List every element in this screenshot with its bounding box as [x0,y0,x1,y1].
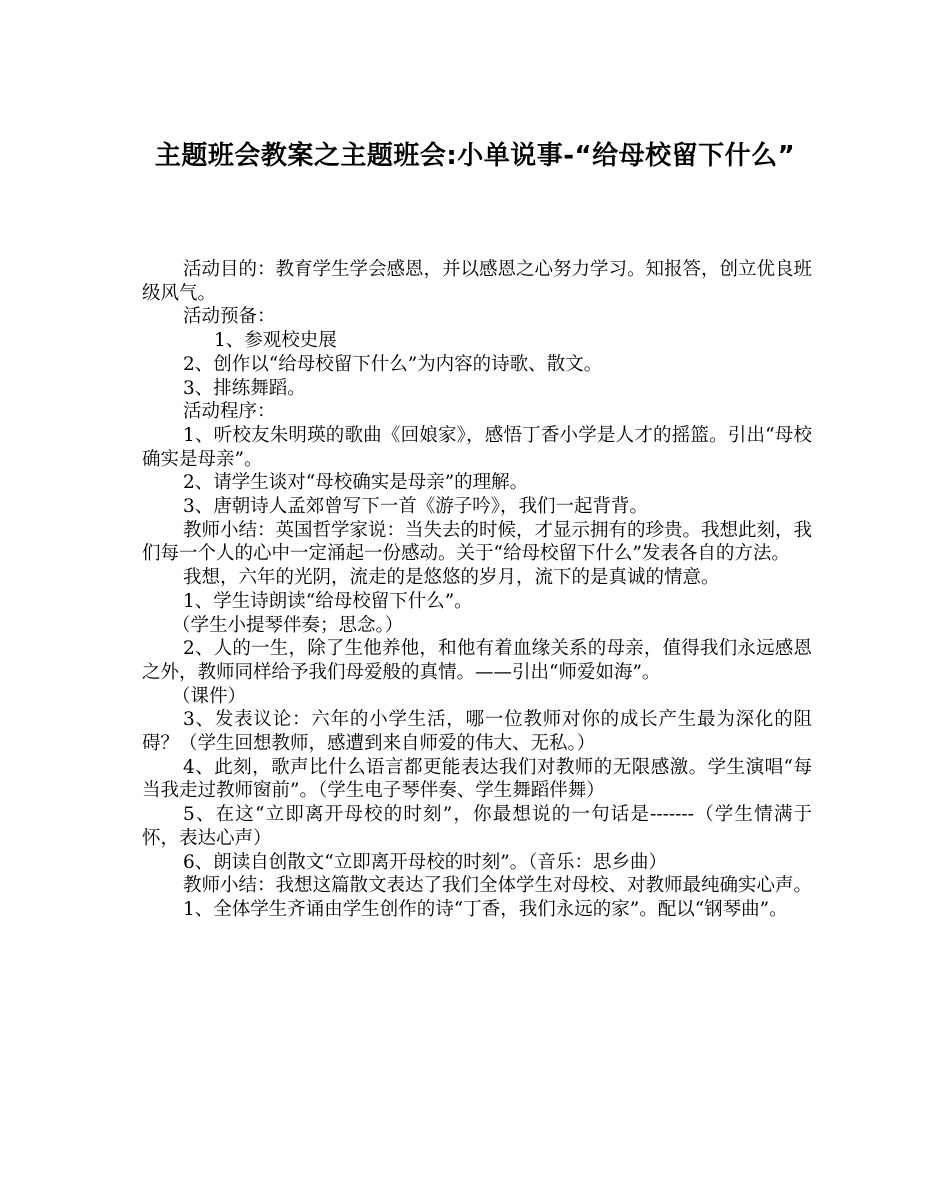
paragraph-group-recital: 1、全体学生齐诵由学生创作的诗“丁香，我们永远的家”。配以“钢琴曲”。 [183,898,788,920]
paragraph-song: 4、此刻，歌声比什么语言都更能表达我们对教师的无限感激。学生演唱“每当我走过教师窗前”。（学生电子琴伴奏、学生舞蹈伴舞） [142,756,812,802]
paragraph-preparation-1: 1、参观校史展 [214,330,337,352]
paragraph-farewell-words: 5、在这“立即离开母校的时刻”，你最想说的一句话是-------（学生情满于怀，表达心声） [142,804,812,849]
paragraph-teacher-summary-1: 教师小结：英国哲学家说：当失去的时候，才显示拥有的珍贵。我想此刻，我们每一个人的心中一定涌起一份感动。关于“给母校留下什么”发表各自的方法。 [142,519,813,565]
paragraph-courseware-note: （课件） [172,685,247,707]
paragraph-teacher-love: 2、人的一生，除了生他养他，和他有着血缘关系的母亲，值得我们永远感恩之外，教师同样给予我们母爱般的真情。——引出“师爱如海”。 [142,638,812,683]
paragraph-prose-reading: 6、朗读自创散文“立即离开母校的时刻”。（音乐：思乡曲） [183,851,667,873]
paragraph-procedure-heading: 活动程序： [183,401,276,423]
paragraph-discussion: 3、发表议论：六年的小学生活，哪一位教师对你的成长产生最为深化的阻碍？（学生回想教师，感遭到来自师爱的伟大、无私。） [142,709,812,755]
paragraph-procedure-1: 1、听校友朱明瑛的歌曲《回娘家》，感悟丁香小学是人才的摇篮。引出“母校确实是母亲”。 [142,424,812,470]
paragraph-preparation-heading: 活动预备： [183,306,276,328]
document-title: 主题班会教案之主题班会:小单说事-“给母校留下什么” [154,141,796,171]
paragraph-preparation-3: 3、排练舞蹈。 [183,377,306,399]
paragraph-reflection: 我想，六年的光阴，流走的是悠悠的岁月，流下的是真诚的情意。 [183,567,720,589]
paragraph-violin-note: （学生小提琴伴奏；思念。） [172,614,404,636]
paragraph-poem-reading: 1、学生诗朗读“给母校留下什么”。 [183,590,473,612]
paragraph-preparation-2: 2、创作以“给母校留下什么”为内容的诗歌、散文。 [183,353,603,375]
document-body [142,258,812,922]
paragraph-teacher-summary-2: 教师小结：我想这篇散文表达了我们全体学生对母校、对教师最纯确实心声。 [183,875,813,897]
paragraph-procedure-3: 3、唐朝诗人孟郊曾写下一首《游子吟》，我们一起背背。 [183,496,649,518]
paragraph-purpose: 活动目的：教育学生学会感恩，并以感恩之心努力学习。知报答，创立优良班级风气。 [142,259,813,304]
paragraph-procedure-2: 2、请学生谈对“母校确实是母亲”的理解。 [183,472,529,494]
